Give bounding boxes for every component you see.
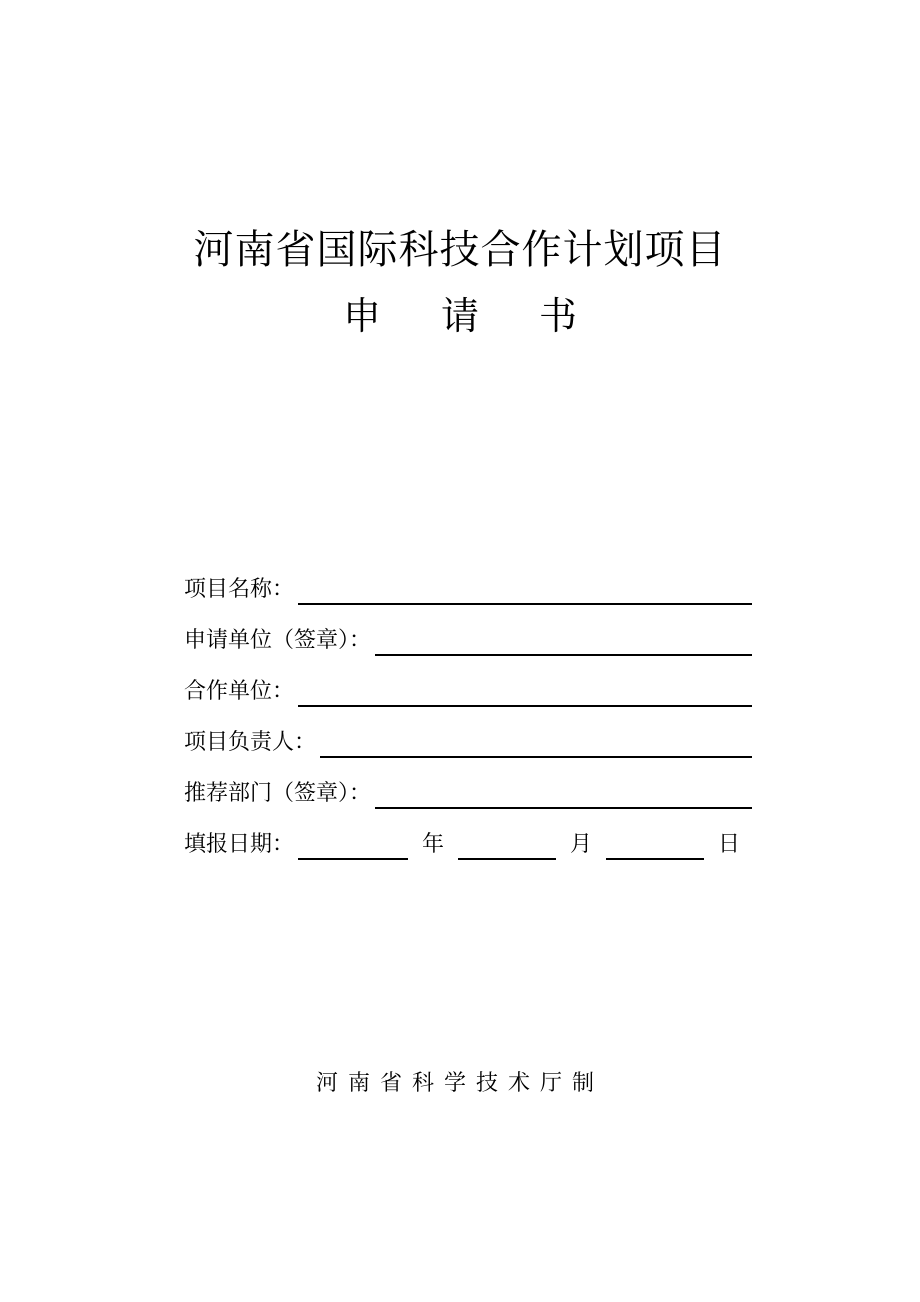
- form-fields: [184, 556, 752, 862]
- month-unit: 月: [570, 832, 593, 857]
- document-subtitle: [0, 290, 920, 342]
- day-blank[interactable]: [606, 830, 704, 860]
- project-leader-blank[interactable]: [320, 728, 752, 758]
- field-project-name: [184, 556, 752, 607]
- year-blank[interactable]: [298, 830, 408, 860]
- field-label: 合作单位：: [184, 679, 295, 704]
- field-recommending-dept: [184, 760, 752, 811]
- year-unit: 年: [422, 832, 445, 857]
- applicant-unit-blank[interactable]: [375, 626, 752, 656]
- field-label: 项目名称：: [184, 577, 295, 602]
- subtitle-char: 书: [539, 294, 578, 338]
- day-unit: 日: [718, 832, 741, 857]
- field-project-leader: [184, 709, 752, 760]
- field-label: 推荐部门（签章）：: [184, 781, 372, 806]
- partner-unit-blank[interactable]: [298, 677, 752, 707]
- field-label: 申请单位（签章）：: [184, 628, 372, 653]
- recommending-dept-blank[interactable]: [375, 779, 752, 809]
- issuer-footer: 河南省科学技术厅制: [315, 1071, 604, 1096]
- field-applicant-unit: [184, 607, 752, 658]
- project-name-blank[interactable]: [298, 575, 752, 605]
- subtitle-char: 请: [440, 294, 479, 338]
- field-fill-date: [184, 811, 752, 862]
- subtitle-char: 申: [342, 294, 381, 338]
- field-label: 项目负责人：: [184, 730, 317, 755]
- field-partner-unit: [184, 658, 752, 709]
- month-blank[interactable]: [458, 830, 556, 860]
- document-title: 河南省国际科技合作计划项目: [193, 227, 727, 273]
- field-label: 填报日期：: [184, 832, 295, 857]
